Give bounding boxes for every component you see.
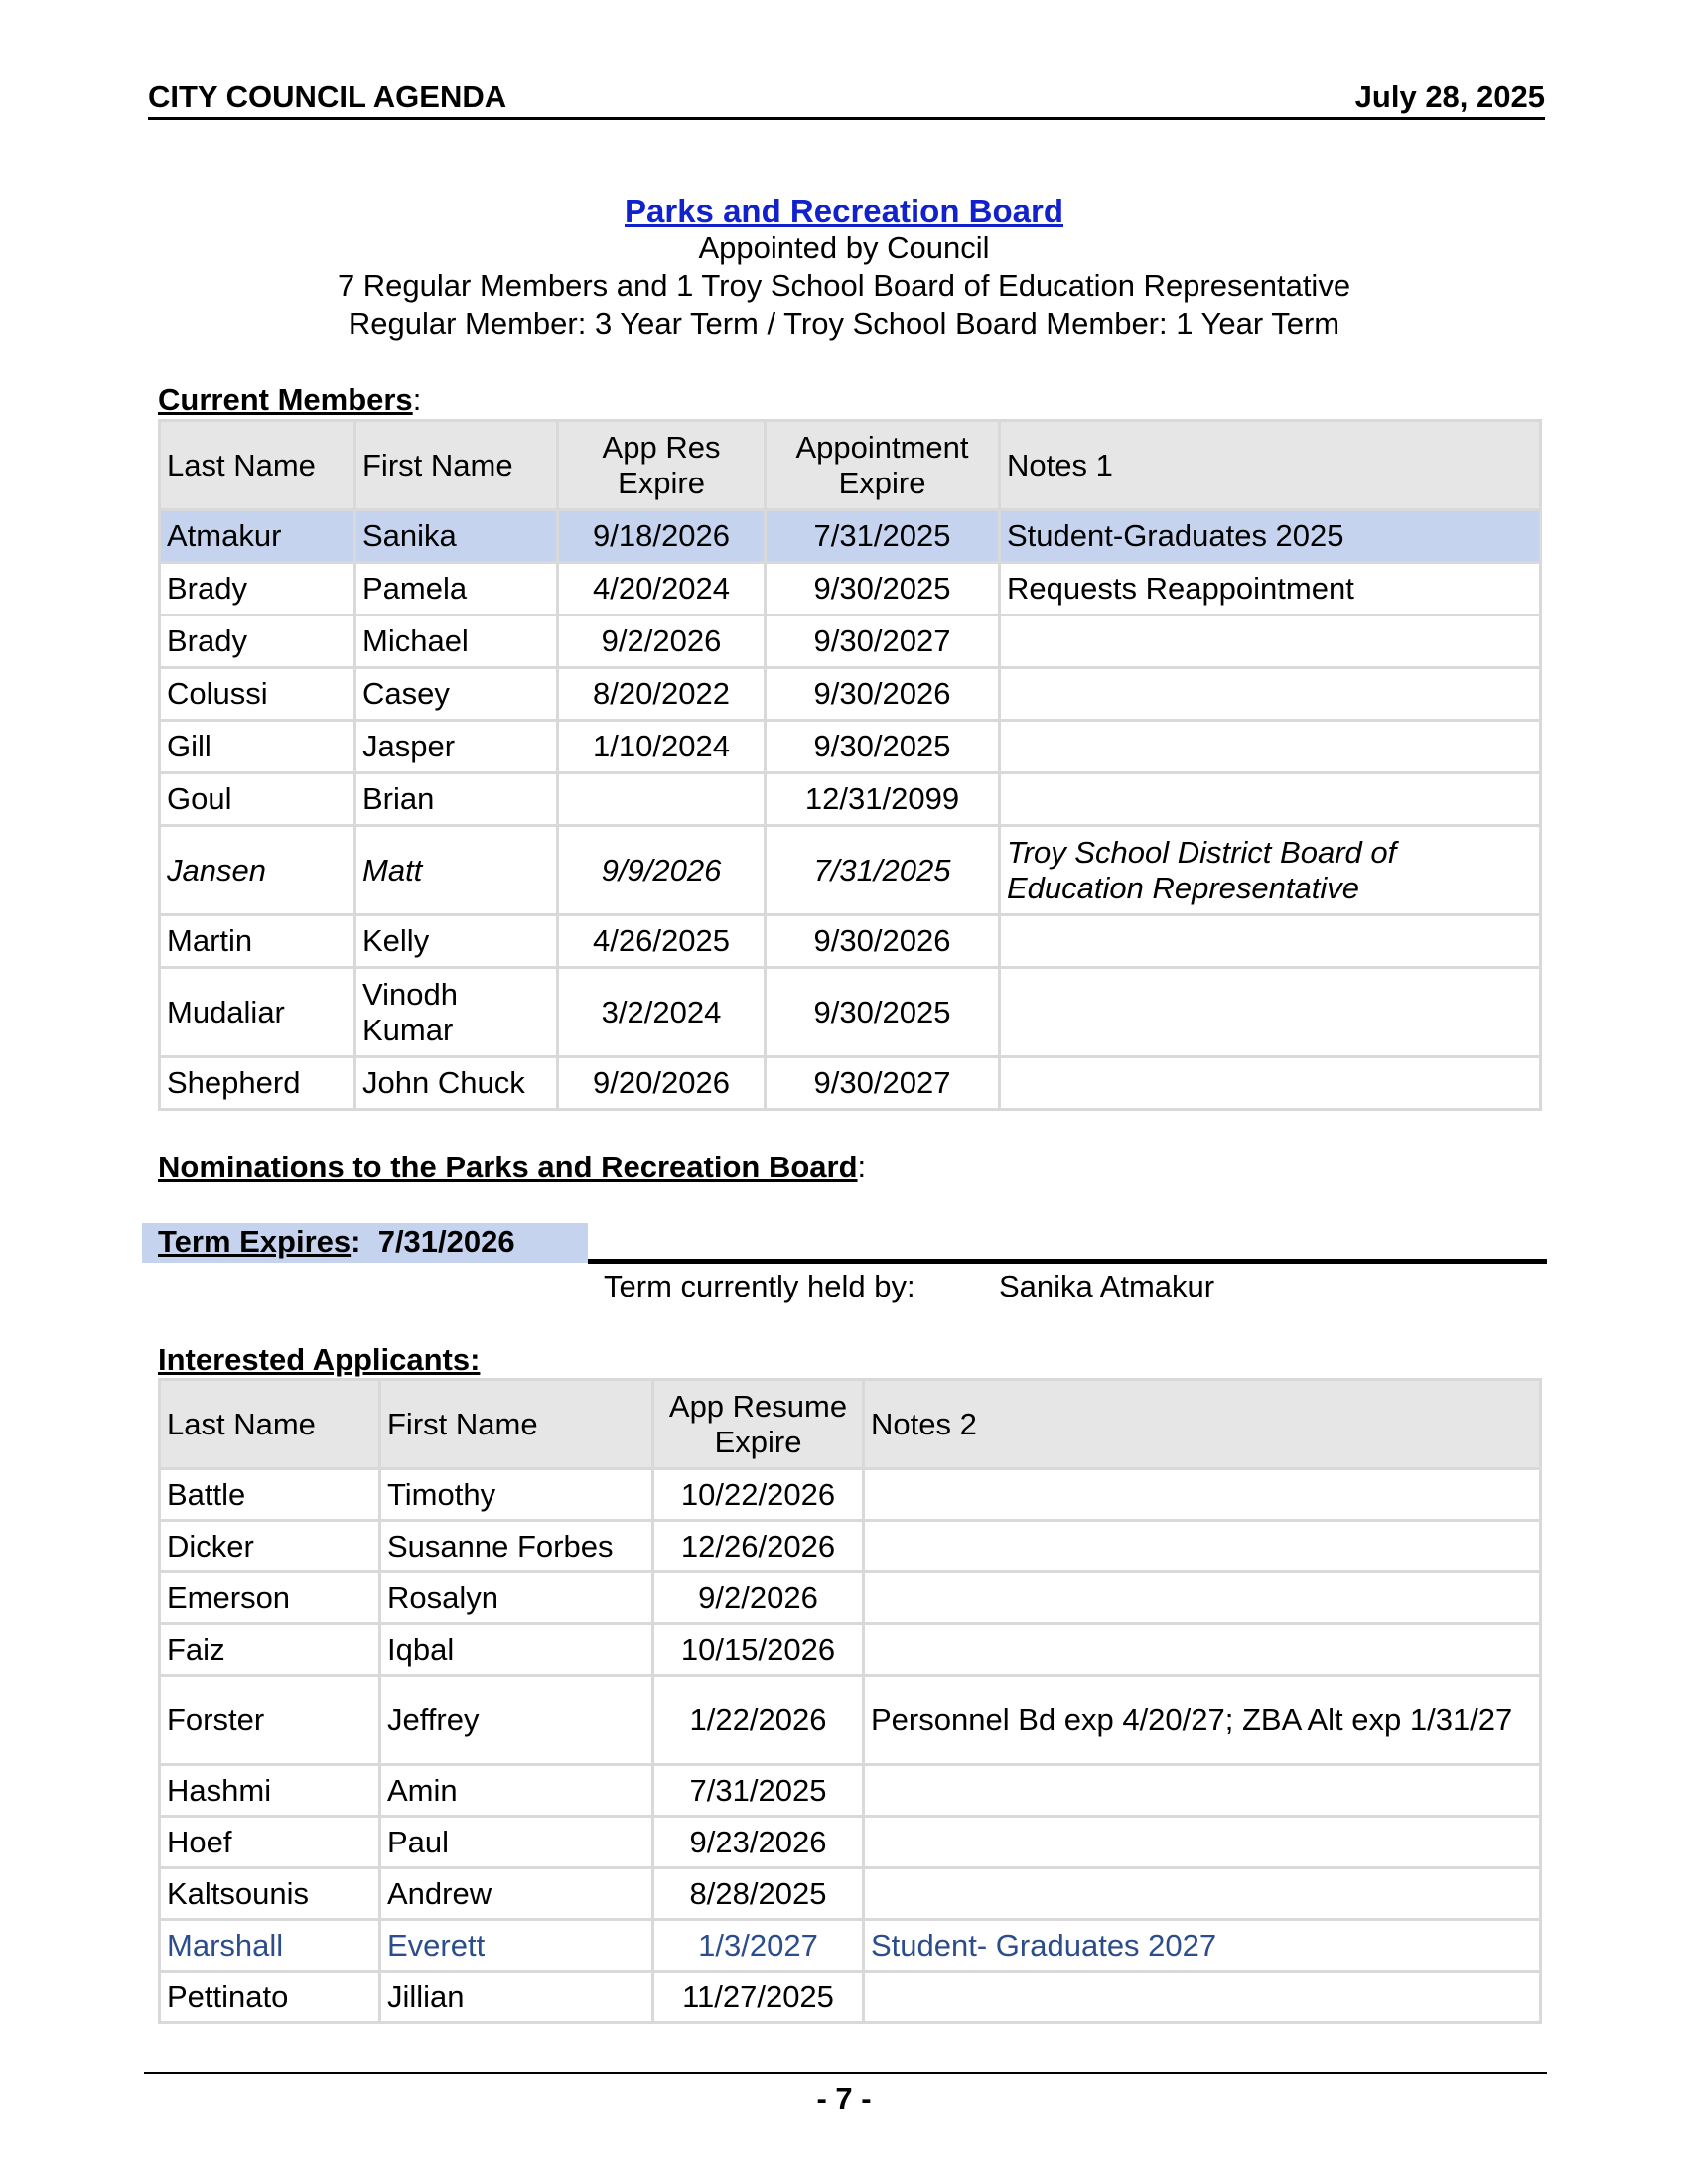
table-cell: 12/31/2099 <box>766 773 1000 826</box>
table-cell: Casey <box>355 668 558 721</box>
board-members-line: 7 Regular Members and 1 Troy School Board of Education Representative <box>337 268 1351 303</box>
table-cell: Andrew <box>380 1868 653 1920</box>
table-cell <box>1000 968 1541 1057</box>
applicants-table <box>158 1378 1542 2024</box>
table-cell: 7/31/2025 <box>766 826 1000 915</box>
table-cell: 9/18/2026 <box>558 510 766 563</box>
table-cell: Shepherd <box>160 1057 355 1110</box>
footer-divider <box>144 2072 1547 2074</box>
table-cell: Brady <box>160 615 355 668</box>
table-cell: Goul <box>160 773 355 826</box>
table-row <box>160 615 1541 668</box>
table-cell: Requests Reappointment <box>1000 563 1541 615</box>
table-cell <box>864 1572 1541 1624</box>
table-cell: 9/30/2027 <box>766 1057 1000 1110</box>
table-cell: 1/10/2024 <box>558 721 766 773</box>
table-row <box>160 1057 1541 1110</box>
table-row <box>160 1972 1541 2023</box>
agenda-date: July 28, 2025 <box>1354 79 1545 114</box>
table-row <box>160 826 1541 915</box>
table-cell: 7/31/2025 <box>766 510 1000 563</box>
table-cell: Paul <box>380 1817 653 1868</box>
table-row <box>160 510 1541 563</box>
table-cell: 9/30/2026 <box>766 915 1000 968</box>
table-row <box>160 1920 1541 1972</box>
page-header <box>148 77 1545 120</box>
term-held-label: Term currently held by: <box>604 1269 915 1303</box>
table-cell: Personnel Bd exp 4/20/27; ZBA Alt exp 1/31/27 <box>864 1676 1541 1765</box>
table-cell <box>1000 1057 1541 1110</box>
table-cell: Kaltsounis <box>160 1868 380 1920</box>
table-cell: 9/30/2025 <box>766 968 1000 1057</box>
table-cell: Everett <box>380 1920 653 1972</box>
table-cell: Colussi <box>160 668 355 721</box>
table-cell <box>1000 773 1541 826</box>
table-row <box>160 1572 1541 1624</box>
current-members-label: Current Members: <box>158 382 422 417</box>
table-cell: 9/9/2026 <box>558 826 766 915</box>
column-header: Notes 1 <box>1000 421 1541 510</box>
table-cell <box>1000 615 1541 668</box>
board-title-link[interactable]: Parks and Recreation Board <box>625 193 1063 229</box>
table-cell: 8/28/2025 <box>653 1868 864 1920</box>
table-cell: Battle <box>160 1469 380 1521</box>
table-row <box>160 1817 1541 1868</box>
table-cell: 11/27/2025 <box>653 1972 864 2023</box>
agenda-title: CITY COUNCIL AGENDA <box>148 79 507 114</box>
board-term-line: Regular Member: 3 Year Term / Troy School Board Member: 1 Year Term <box>348 306 1340 341</box>
table-cell: 8/20/2022 <box>558 668 766 721</box>
table-cell: Amin <box>380 1765 653 1817</box>
table-cell: Emerson <box>160 1572 380 1624</box>
table-cell: Forster <box>160 1676 380 1765</box>
table-cell: 9/2/2026 <box>653 1572 864 1624</box>
column-header: First Name <box>380 1380 653 1469</box>
table-row <box>160 773 1541 826</box>
table-cell: Gill <box>160 721 355 773</box>
board-appointed-line: Appointed by Council <box>698 230 990 265</box>
table-cell: 9/30/2027 <box>766 615 1000 668</box>
table-cell <box>1000 721 1541 773</box>
table-cell <box>864 1624 1541 1676</box>
table-cell: 9/23/2026 <box>653 1817 864 1868</box>
table-cell: Hoef <box>160 1817 380 1868</box>
table-cell: Vinodh Kumar <box>355 968 558 1057</box>
table-cell: Pamela <box>355 563 558 615</box>
table-cell: Sanika <box>355 510 558 563</box>
table-cell: 9/30/2026 <box>766 668 1000 721</box>
table-row <box>160 1624 1541 1676</box>
table-row <box>160 721 1541 773</box>
table-cell: 3/2/2024 <box>558 968 766 1057</box>
table-cell: Jansen <box>160 826 355 915</box>
term-divider <box>588 1259 1547 1264</box>
table-cell <box>1000 915 1541 968</box>
table-row <box>160 1676 1541 1765</box>
table-cell: Michael <box>355 615 558 668</box>
table-cell: 7/31/2025 <box>653 1765 864 1817</box>
table-cell <box>558 773 766 826</box>
table-cell: Kelly <box>355 915 558 968</box>
table-cell: Matt <box>355 826 558 915</box>
applicants-label: Interested Applicants: <box>158 1342 481 1377</box>
table-cell: Faiz <box>160 1624 380 1676</box>
table-cell: Atmakur <box>160 510 355 563</box>
table-cell <box>864 1868 1541 1920</box>
table-cell: 12/26/2026 <box>653 1521 864 1572</box>
table-cell: 10/15/2026 <box>653 1624 864 1676</box>
column-header: App Res Expire <box>558 421 766 510</box>
table-cell: Dicker <box>160 1521 380 1572</box>
table-header-row <box>160 1380 1541 1469</box>
current-members-table <box>158 419 1542 1111</box>
column-header: First Name <box>355 421 558 510</box>
table-cell: Rosalyn <box>380 1572 653 1624</box>
table-cell: Marshall <box>160 1920 380 1972</box>
table-cell: 4/26/2025 <box>558 915 766 968</box>
table-cell <box>864 1521 1541 1572</box>
column-header: Notes 2 <box>864 1380 1541 1469</box>
table-cell: 4/20/2024 <box>558 563 766 615</box>
table-cell: Jeffrey <box>380 1676 653 1765</box>
table-cell <box>864 1972 1541 2023</box>
table-cell: Susanne Forbes <box>380 1521 653 1572</box>
table-cell: Jillian <box>380 1972 653 2023</box>
term-expires: Term Expires: 7/31/2026 <box>158 1224 515 1259</box>
table-cell: Mudaliar <box>160 968 355 1057</box>
table-cell <box>864 1469 1541 1521</box>
table-cell: 1/22/2026 <box>653 1676 864 1765</box>
column-header: Last Name <box>160 1380 380 1469</box>
table-cell: 9/2/2026 <box>558 615 766 668</box>
table-row <box>160 968 1541 1057</box>
table-cell: John Chuck <box>355 1057 558 1110</box>
table-cell <box>1000 668 1541 721</box>
table-cell: Student-Graduates 2025 <box>1000 510 1541 563</box>
table-row <box>160 1521 1541 1572</box>
table-cell: Brian <box>355 773 558 826</box>
table-cell: 1/3/2027 <box>653 1920 864 1972</box>
table-cell: 9/30/2025 <box>766 721 1000 773</box>
table-header-row <box>160 421 1541 510</box>
column-header: App Resume Expire <box>653 1380 864 1469</box>
table-cell: Martin <box>160 915 355 968</box>
nominations-label: Nominations to the Parks and Recreation Board: <box>158 1150 867 1184</box>
table-cell: Brady <box>160 563 355 615</box>
table-cell: Hashmi <box>160 1765 380 1817</box>
table-cell: Jasper <box>355 721 558 773</box>
page-number: - 7 - <box>816 2081 872 2116</box>
table-row <box>160 563 1541 615</box>
table-cell: 9/20/2026 <box>558 1057 766 1110</box>
table-cell: Pettinato <box>160 1972 380 2023</box>
table-row <box>160 1868 1541 1920</box>
table-cell: Iqbal <box>380 1624 653 1676</box>
table-row <box>160 915 1541 968</box>
column-header: Appointment Expire <box>766 421 1000 510</box>
table-cell <box>864 1765 1541 1817</box>
column-header: Last Name <box>160 421 355 510</box>
table-cell: Timothy <box>380 1469 653 1521</box>
table-cell: Student- Graduates 2027 <box>864 1920 1541 1972</box>
table-row <box>160 1765 1541 1817</box>
table-cell: Troy School District Board of Education Representative <box>1000 826 1541 915</box>
term-held-name: Sanika Atmakur <box>999 1269 1215 1303</box>
table-cell <box>864 1817 1541 1868</box>
table-row <box>160 1469 1541 1521</box>
table-cell: 9/30/2025 <box>766 563 1000 615</box>
table-row <box>160 668 1541 721</box>
table-cell: 10/22/2026 <box>653 1469 864 1521</box>
